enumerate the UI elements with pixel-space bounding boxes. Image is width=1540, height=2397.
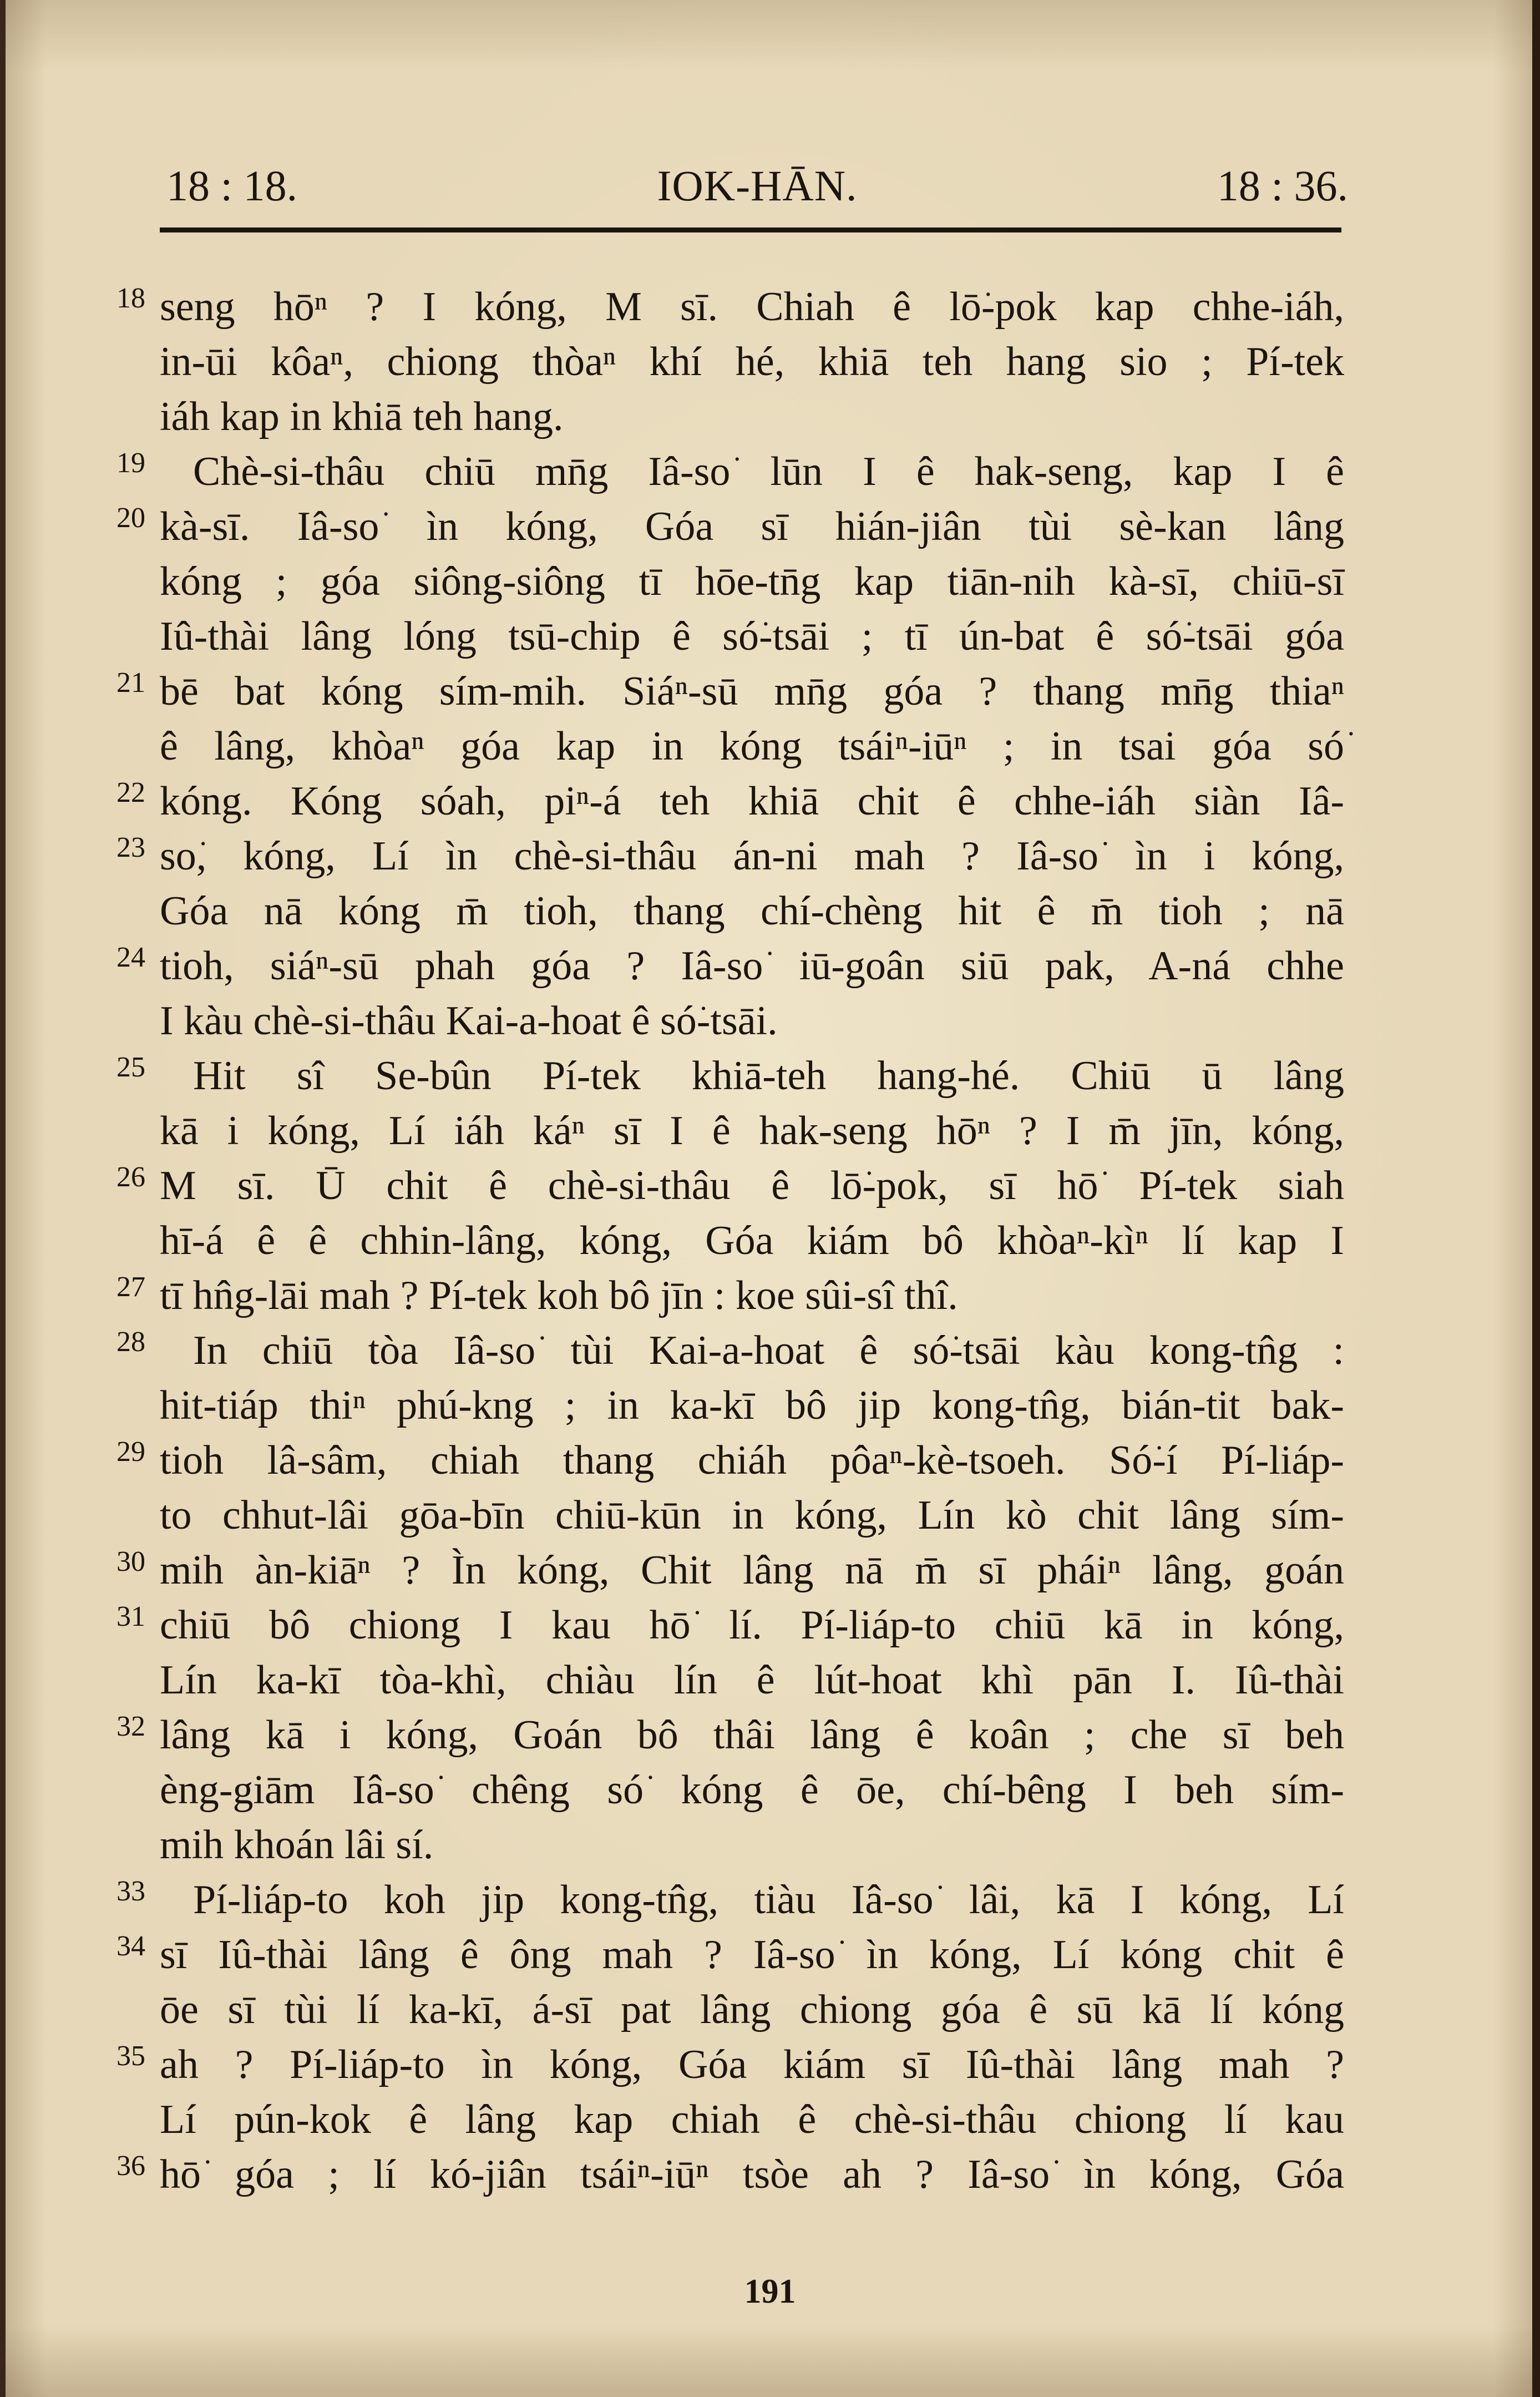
verse-number: 33: [116, 1875, 145, 1907]
text-line: so͘, kóng, Lí ìn chè-si-thâu án-ni mah ? Iâ-so͘ ìn i kóng,: [160, 833, 1344, 879]
running-header: [166, 161, 1348, 211]
verse-number: 32: [116, 1711, 145, 1742]
text-line: Pí-liáp-to koh jip kong-tn̂g, tiàu Iâ-so͘ lâi, kā I kóng, Lí: [193, 1877, 1344, 1923]
text-line: Lín ka-kī tòa-khì, chiàu lín ê lút-hoat khì pān I. Iû-thài: [160, 1657, 1344, 1703]
verse-number: 20: [116, 502, 145, 534]
verse-number: 19: [116, 447, 145, 479]
text-line: Hit sî Se-bûn Pí-tek khiā-teh hang-hé. Chiū ū lâng: [193, 1053, 1344, 1099]
verse-number: 26: [116, 1161, 145, 1193]
verse-number: 28: [116, 1326, 145, 1358]
verse-number: 31: [116, 1601, 145, 1632]
verse-number: 27: [116, 1271, 145, 1303]
text-line: sī Iû-thài lâng ê ông mah ? Iâ-so͘ ìn kóng, Lí kóng chit ê: [160, 1932, 1344, 1978]
verse-number: 34: [116, 1930, 145, 1962]
text-line: bē bat kóng sím-mih. Siáⁿ-sū mn̄g góa ? thang mn̄g thiaⁿ: [160, 669, 1344, 714]
text-line: in-ūi kôaⁿ, chiong thòaⁿ khí hé, khiā teh hang sio ; Pí-tek: [160, 339, 1344, 385]
verse-number: 24: [116, 942, 145, 973]
page-edge-right: [1532, 0, 1540, 2397]
verse-number: 25: [116, 1051, 145, 1083]
text-line: tioh, siáⁿ-sū phah góa ? Iâ-so͘ iū-goân siū pak, A-ná chhe: [160, 943, 1344, 989]
text-line: Iû-thài lâng lóng tsū-chip ê só͘-tsāi ; tī ún-bat ê só͘-tsāi góa: [160, 614, 1344, 659]
text-line: èng-giām Iâ-so͘ chêng só͘ kóng ê ōe, chí-bêng I beh sím-: [160, 1767, 1344, 1813]
text-line: M sī. Ū chit ê chè-si-thâu ê lō͘-pok, sī hō͘ Pí-tek siah: [160, 1163, 1344, 1208]
text-line: hit-tiáp thiⁿ phú-kng ; in ka-kī bô jip kong-tn̂g, bián-tit bak-: [160, 1383, 1344, 1428]
text-line: ah ? Pí-liáp-to ìn kóng, Góa kiám sī Iû-thài lâng mah ?: [160, 2042, 1344, 2087]
verse-number: 36: [116, 2150, 145, 2182]
header-chapter-verse-start: 18 : 18.: [166, 161, 298, 210]
verse-number: 35: [116, 2040, 145, 2072]
text-line: chiū bô chiong I kau hō͘ lí. Pí-liáp-to chiū kā in kóng,: [160, 1602, 1344, 1648]
text-line: hō͘ góa ; lí kó-jiân tsáiⁿ-iūⁿ tsòe ah ? Iâ-so͘ ìn kóng, Góa: [160, 2152, 1344, 2197]
text-line: tī hn̂g-lāi mah ? Pí-tek koh bô jīn : koe sûi-sî thî.: [160, 1273, 958, 1318]
verse-number: 18: [116, 282, 145, 314]
text-line: hī-á ê ê chhin-lâng, kóng, Góa kiám bô khòaⁿ-kìⁿ lí kap I: [160, 1218, 1344, 1263]
text-line: kā i kóng, Lí iáh káⁿ sī I ê hak-seng hōⁿ ? I m̄ jīn, kóng,: [160, 1108, 1344, 1154]
header-book-title: IOK-HĀN.: [657, 161, 858, 210]
text-line: Lí pún-kok ê lâng kap chiah ê chè-si-thâu chiong lí kau: [160, 2097, 1344, 2142]
header-chapter-verse-end: 18 : 36.: [1217, 161, 1348, 210]
text-line: kóng. Kóng sóah, piⁿ-á teh khiā chit ê chhe-iáh siàn Iâ-: [160, 778, 1344, 824]
text-line: ōe sī tùi lí ka-kī, á-sī pat lâng chiong góa ê sū kā lí kóng: [160, 1987, 1344, 2032]
header-rule: [160, 227, 1341, 232]
verse-number: 29: [116, 1436, 145, 1468]
text-line: Góa nā kóng m̄ tioh, thang chí-chèng hit ê m̄ tioh ; nā: [160, 888, 1344, 934]
text-line: mih àn-kiāⁿ ? Ìn kóng, Chit lâng nā m̄ sī pháiⁿ lâng, goán: [160, 1548, 1344, 1593]
text-line: to chhut-lâi gōa-bīn chiū-kūn in kóng, Lín kò chit lâng sím-: [160, 1493, 1344, 1538]
text-line: seng hōⁿ ? I kóng, M sī. Chiah ê lō͘-pok kap chhe-iáh,: [160, 284, 1344, 330]
verse-number: 22: [116, 777, 145, 808]
text-line: kà-sī. Iâ-so͘ ìn kóng, Góa sī hián-jiân tùi sè-kan lâng: [160, 504, 1344, 549]
text-line: I kàu chè-si-thâu Kai-a-hoat ê só͘-tsāi.: [160, 998, 778, 1044]
page-edge-left: [0, 0, 6, 2397]
text-line: tioh lâ-sâm, chiah thang chiáh pôaⁿ-kè-tsoeh. Só͘-í Pí-liáp-: [160, 1438, 1344, 1483]
text-line: Chè-si-thâu chiū mn̄g Iâ-so͘ lūn I ê hak-seng, kap I ê: [193, 449, 1344, 494]
verse-number: 30: [116, 1546, 145, 1577]
text-line: kóng ; góa siông-siông tī hōe-tn̄g kap tiān-nih kà-sī, chiū-sī: [160, 559, 1344, 604]
text-line: In chiū tòa Iâ-so͘ tùi Kai-a-hoat ê só͘-tsāi kàu kong-tn̂g :: [193, 1328, 1344, 1373]
verse-number: 23: [116, 832, 145, 863]
page-number: 191: [744, 2273, 796, 2310]
text-line: iáh kap in khiā teh hang.: [160, 394, 564, 439]
verse-number: 21: [116, 667, 145, 699]
text-line: ê lâng, khòaⁿ góa kap in kóng tsáiⁿ-iūⁿ ; in tsai góa só͘: [160, 724, 1344, 769]
text-line: mih khoán lâi sí.: [160, 1822, 434, 1868]
text-line: lâng kā i kóng, Goán bô thâi lâng ê koân ; che sī beh: [160, 1712, 1344, 1758]
